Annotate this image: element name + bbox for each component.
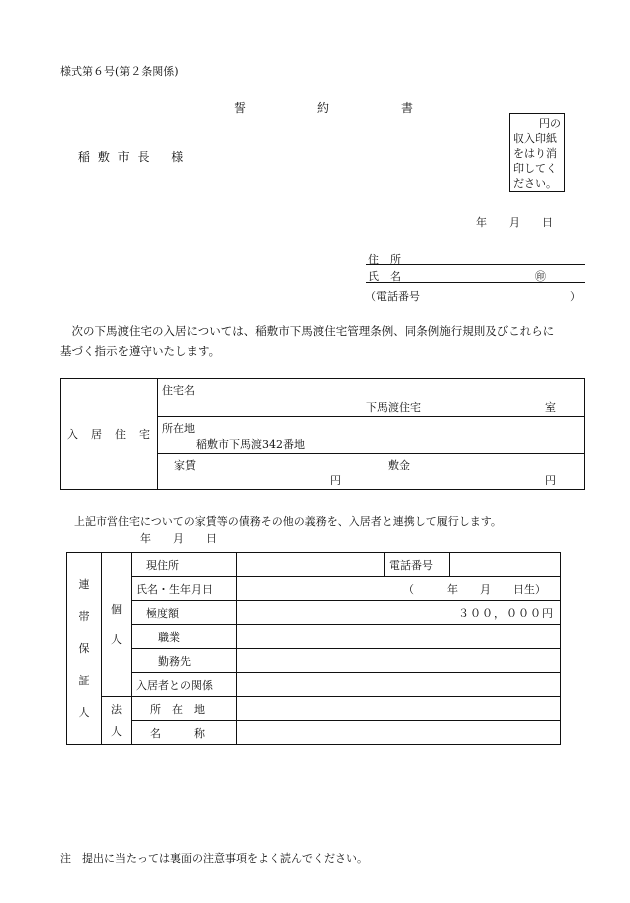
name-line — [366, 282, 585, 283]
corporate-char-2: 人 — [111, 724, 122, 738]
current-address-label: 現住所 — [132, 553, 237, 577]
phone-close: ） — [570, 290, 581, 303]
guarantee-text: 上記市営住宅についての家賃等の債務その他の義務を、入居者と連携して履行します。 — [74, 515, 502, 528]
limit-label: 極度額 — [132, 601, 237, 625]
corp-name-label: 名 称 — [132, 721, 237, 745]
housing-table — [60, 378, 585, 490]
seal-icon: ㊞ — [535, 270, 546, 283]
title-char-3: 書 — [401, 101, 414, 115]
title-char-1: 誓 — [234, 101, 247, 115]
housing-section-label: 入 居 住 宅 — [61, 379, 158, 490]
rent-yen: 円 — [330, 474, 341, 487]
guarantor-phone-field[interactable] — [450, 553, 561, 577]
guarantor-char-1: 連 — [78, 577, 90, 591]
room-unit: 室 — [545, 401, 556, 414]
guarantee-date: 年 月 日 — [140, 532, 217, 545]
addressee: 稲 敷 市 長 様 — [78, 150, 186, 164]
guarantor-table — [66, 552, 561, 745]
rent-deposit-cell — [158, 454, 585, 490]
title-char-2: 約 — [317, 101, 330, 115]
stamp-text-5: ださい。 — [513, 177, 557, 190]
relation-field[interactable] — [237, 673, 561, 697]
stamp-text-2: 収入印紙 — [513, 132, 557, 145]
corp-address-field[interactable] — [237, 697, 561, 721]
individual-char-2: 人 — [111, 632, 122, 646]
guarantor-char-2: 帯 — [78, 609, 90, 623]
corp-address-label: 所 在 地 — [132, 697, 237, 721]
current-address-field[interactable] — [237, 553, 385, 577]
rent-label: 家賃 — [174, 459, 196, 472]
name-birth-label: 氏名・生年月日 — [132, 577, 237, 601]
deposit-label: 敷金 — [388, 459, 410, 472]
corp-name-field[interactable] — [237, 721, 561, 745]
guarantor-char-5: 人 — [78, 705, 90, 719]
occupation-label: 職業 — [132, 625, 237, 649]
guarantor-char-4: 証 — [78, 673, 90, 687]
individual-label-cell — [102, 553, 132, 697]
individual-char-1: 個 — [111, 602, 122, 616]
relation-label: 入居者との関係 — [132, 673, 237, 697]
housing-name-value: 下馬渡住宅 — [366, 401, 421, 414]
pledge-text-1: 次の下馬渡住宅の入居については、稲敷市下馬渡住宅管理条例、同条例施行規則及びこれらに — [60, 324, 555, 338]
stamp-text-1: 円の — [539, 117, 561, 130]
guarantor-phone-label: 電話番号 — [385, 553, 450, 577]
corporate-label-cell — [102, 697, 132, 745]
address-label: 住 所 — [368, 253, 401, 266]
limit-value: ３００，０００円 — [237, 601, 561, 625]
form-number: 様式第６号(第２条関係) — [60, 65, 179, 78]
housing-name-cell — [158, 379, 585, 417]
stamp-text-3: をはり消 — [513, 147, 557, 160]
workplace-field[interactable] — [237, 649, 561, 673]
footer-note: 注 提出に当たっては裏面の注意事項をよく読んでください。 — [60, 852, 368, 865]
guarantor-section-cell — [67, 553, 102, 745]
revenue-stamp-box — [509, 113, 565, 192]
housing-location-value: 稲敷市下馬渡342番地 — [196, 438, 305, 451]
corporate-char-1: 法 — [111, 702, 122, 716]
date-line: 年 月 日 — [476, 216, 553, 229]
deposit-yen: 円 — [545, 474, 556, 487]
birth-format: （ 年 月 日生） — [237, 577, 561, 601]
workplace-label: 勤務先 — [132, 649, 237, 673]
address-line — [366, 264, 585, 265]
pledge-text-2: 基づく指示を遵守いたします。 — [60, 344, 221, 358]
stamp-text-4: 印してく — [513, 162, 557, 175]
housing-name-label: 住宅名 — [162, 384, 195, 397]
guarantor-char-3: 保 — [78, 641, 90, 655]
occupation-field[interactable] — [237, 625, 561, 649]
housing-location-label: 所在地 — [162, 422, 195, 435]
name-label: 氏 名 — [368, 270, 401, 283]
housing-location-cell — [158, 417, 585, 454]
phone-label: （電話番号 — [365, 290, 420, 303]
